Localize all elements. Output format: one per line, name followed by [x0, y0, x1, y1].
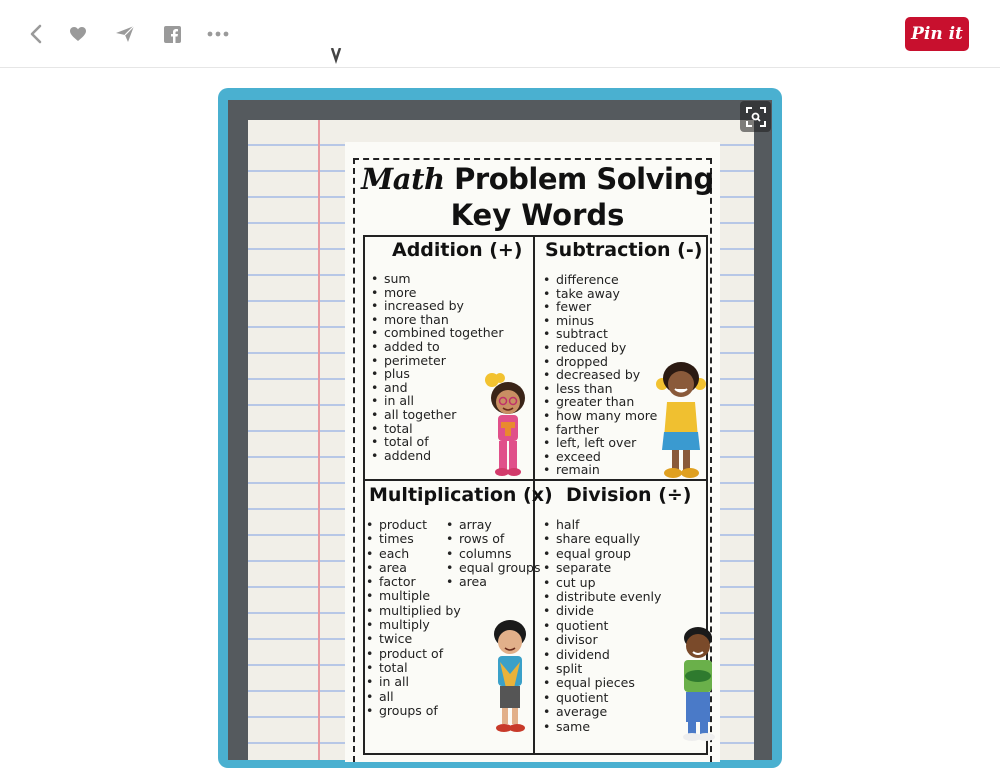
keyword-item: • total: [371, 422, 503, 436]
keyword-item: • times: [366, 532, 461, 546]
multiplication-heading: Multiplication (x): [369, 484, 553, 506]
keyword-item: • cut up: [543, 576, 661, 590]
keyword-item: • added to: [371, 340, 503, 354]
notebook-margin-line: [318, 120, 320, 760]
keyword-item: • how many more: [543, 409, 657, 423]
division-list: [543, 518, 661, 734]
poster-title-line1: [360, 162, 715, 196]
boy-clipart-division: [670, 622, 726, 746]
keyword-item: • difference: [543, 273, 657, 287]
facebook-icon[interactable]: [160, 22, 184, 46]
keyword-item: • divisor: [543, 633, 661, 647]
keyword-item: • addend: [371, 449, 503, 463]
keyword-item: • average: [543, 705, 661, 719]
keyword-item: • product: [366, 518, 461, 532]
keyword-item: • quotient: [543, 691, 661, 705]
girl-clipart-subtraction: [650, 358, 712, 482]
keyword-item: • take away: [543, 287, 657, 301]
keyword-item: • quotient: [543, 619, 661, 633]
division-heading: Division (÷): [566, 484, 692, 506]
keyword-item: • share equally: [543, 532, 661, 546]
keyword-item: • half: [543, 518, 661, 532]
keyword-item: • array: [446, 518, 540, 532]
keyword-item: • same: [543, 720, 661, 734]
poster-title-rest: Problem Solving: [454, 162, 714, 196]
keyword-item: • exceed: [543, 450, 657, 464]
keyword-item: • dropped: [543, 355, 657, 369]
visual-search-button[interactable]: [740, 101, 771, 132]
keyword-item: • multiply: [366, 618, 461, 632]
keyword-item: • all: [366, 690, 461, 704]
keyword-item: • increased by: [371, 299, 503, 313]
keyword-item: • rows of: [446, 532, 540, 546]
send-icon[interactable]: [113, 22, 137, 46]
back-icon[interactable]: [24, 22, 48, 46]
keyword-item: • all together: [371, 408, 503, 422]
keyword-item: • total: [366, 661, 461, 675]
keyword-item: • subtract: [543, 327, 657, 341]
keyword-item: • equal pieces: [543, 676, 661, 690]
clipped-text-fragment: [318, 48, 348, 68]
boy-clipart-multiplication: [484, 614, 536, 738]
keyword-item: • area: [446, 575, 540, 589]
keyword-item: • groups of: [366, 704, 461, 718]
keyword-item: • split: [543, 662, 661, 676]
keyword-item: • fewer: [543, 300, 657, 314]
addition-heading: Addition (+): [392, 239, 523, 261]
keyword-item: • more than: [371, 313, 503, 327]
keyword-item: • distribute evenly: [543, 590, 661, 604]
keyword-item: • sum: [371, 272, 503, 286]
subtraction-list: [543, 273, 657, 477]
keyword-item: • area: [366, 561, 461, 575]
keyword-item: • farther: [543, 423, 657, 437]
keyword-item: • in all: [366, 675, 461, 689]
keyword-item: • minus: [543, 314, 657, 328]
visual-search-icon: [746, 107, 766, 127]
keyword-item: • remain: [543, 463, 657, 477]
subtraction-heading: Subtraction (-): [545, 239, 703, 261]
poster-title-script: Math: [361, 162, 445, 196]
keyword-item: • perimeter: [371, 354, 503, 368]
keyword-item: • columns: [446, 547, 540, 561]
heart-icon[interactable]: [66, 22, 90, 46]
keyword-item: • more: [371, 286, 503, 300]
top-toolbar: [0, 0, 1000, 68]
keyword-item: • equal group: [543, 547, 661, 561]
pin-it-button[interactable]: Pin it: [905, 17, 969, 51]
keyword-item: • in all: [371, 394, 503, 408]
keyword-item: • factor: [366, 575, 461, 589]
keyword-item: • divide: [543, 604, 661, 618]
keyword-item: • plus: [371, 367, 503, 381]
multiplication-list-col2: [446, 518, 540, 589]
more-icon[interactable]: [206, 22, 230, 46]
keyword-item: • total of: [371, 435, 503, 449]
poster-title-line2: Key Words: [450, 198, 625, 232]
keyword-item: • separate: [543, 561, 661, 575]
keyword-item: • equal groups: [446, 561, 540, 575]
keyword-item: • greater than: [543, 395, 657, 409]
keyword-item: • dividend: [543, 648, 661, 662]
keyword-item: • left, left over: [543, 436, 657, 450]
keyword-item: • combined together: [371, 326, 503, 340]
girl-clipart-addition: [478, 370, 538, 482]
keyword-item: • decreased by: [543, 368, 657, 382]
keyword-item: • multiplied by: [366, 604, 461, 618]
keyword-item: • twice: [366, 632, 461, 646]
keyword-item: • product of: [366, 647, 461, 661]
keyword-item: • and: [371, 381, 503, 395]
keyword-item: • multiple: [366, 589, 461, 603]
keyword-item: • reduced by: [543, 341, 657, 355]
keyword-item: • less than: [543, 382, 657, 396]
keyword-item: • each: [366, 547, 461, 561]
